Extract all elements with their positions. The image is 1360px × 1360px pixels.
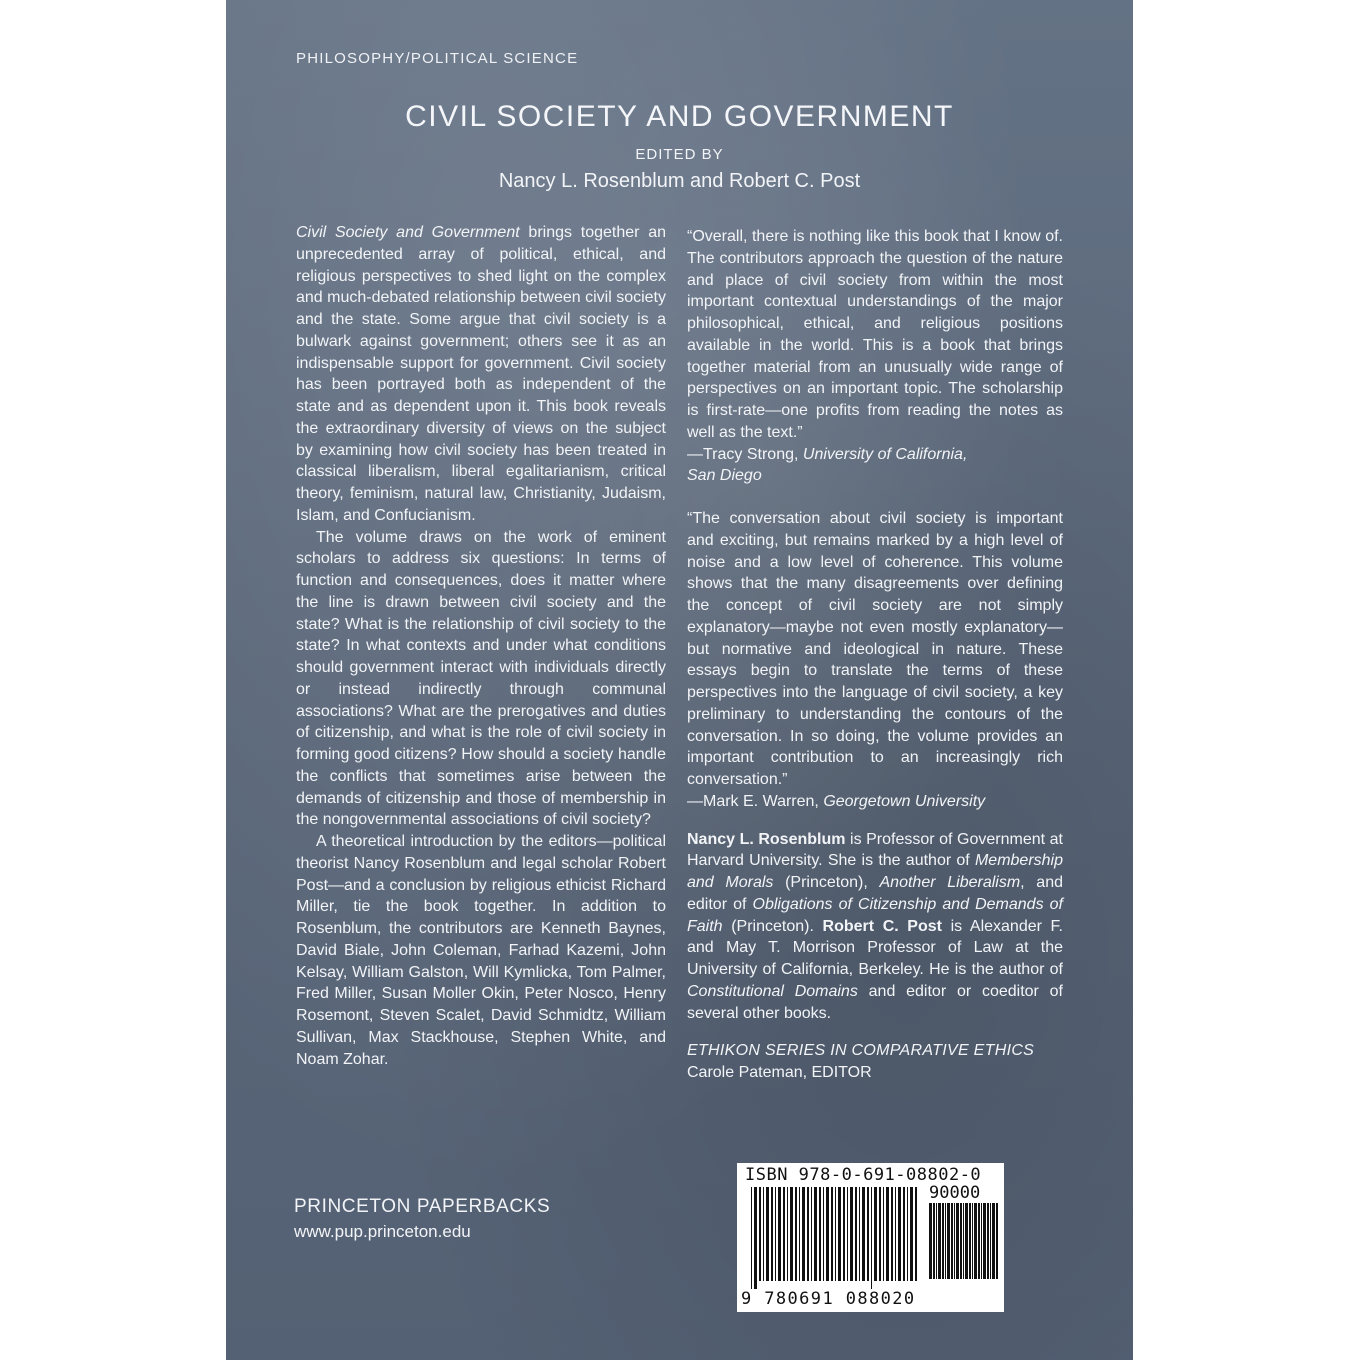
- barcode-bar: [981, 1203, 982, 1279]
- bio-text-4: (Princeton).: [722, 917, 823, 935]
- barcode-bar: [771, 1187, 773, 1281]
- barcode-bar: [942, 1203, 944, 1279]
- description-paragraph-1: [296, 222, 666, 527]
- reviewer-affiliation-1: University of California,: [802, 445, 968, 463]
- barcode-bar: [795, 1187, 797, 1281]
- isbn-label: ISBN 978-0-691-08802-0: [745, 1165, 982, 1185]
- barcode-bar: [787, 1187, 788, 1281]
- barcode-bar: [807, 1187, 809, 1281]
- barcode-bar: [783, 1187, 785, 1281]
- barcode-bar: [963, 1203, 964, 1279]
- barcode-bar: [862, 1187, 865, 1281]
- isbn-barcode: [737, 1163, 1004, 1312]
- reviewer-affiliation-2: Georgetown University: [823, 792, 986, 810]
- barcode-bar: [910, 1187, 913, 1281]
- bio-text-3: , and editor of: [687, 874, 1063, 913]
- barcode-bar: [960, 1203, 962, 1279]
- barcode-bar: [874, 1187, 877, 1281]
- bio-book-3: Obligations of Citizenship and Demands of Faith: [687, 895, 1063, 935]
- barcode-bar: [763, 1187, 764, 1281]
- publisher-website: www.pup.princeton.edu: [294, 1222, 471, 1241]
- barcode-bar: [898, 1187, 901, 1281]
- barcode-bar: [867, 1187, 869, 1281]
- barcode-bar: [895, 1187, 896, 1281]
- barcode-bar: [891, 1187, 893, 1281]
- barcode-bar: [954, 1203, 955, 1279]
- series-name: ETHIKON SERIES IN COMPARATIVE ETHICS: [687, 1042, 1035, 1060]
- barcode-bar: [972, 1203, 973, 1279]
- book-title-italic: Civil Society and Government: [296, 224, 520, 241]
- bio-text-2: (Princeton),: [773, 874, 880, 891]
- barcode-bar: [814, 1187, 817, 1281]
- review-attribution-1-cont: [687, 465, 1063, 487]
- bio-book-4: Constitutional Domains: [687, 982, 858, 1000]
- book-back-cover: [226, 0, 1133, 1360]
- bio-book-1: Membership and Morals: [687, 852, 1063, 891]
- reviews-column: [687, 226, 1063, 1084]
- barcode-bar: [983, 1203, 986, 1279]
- barcode-bar: [879, 1187, 881, 1281]
- reviewer-name-1: —Tracy Strong,: [687, 445, 803, 463]
- barcode-bar: [987, 1203, 989, 1279]
- barcode-bar: [933, 1203, 935, 1279]
- bio-text-6: and editor or coeditor of several other books.: [687, 982, 1064, 1022]
- barcode-bar: [956, 1203, 959, 1279]
- barcode-bar: [915, 1187, 917, 1281]
- description-paragraph-3: A theoretical introduction by the editors—political theorist Nancy Rosenblum and legal scholar Robert Post—and a conclusion by religious ethicist Richard Miller, tie the book together. In addition to Rosenblum, the contributors are Kenneth Baynes, David Biale, John Coleman, Farhad Kazemi, John Kelsay, William Galston, Will Kymlicka, Tom Palmer, Fred Miller, Susan Moller Okin, Peter Nosco, Henry Rosemont, Steven Scalet, David Schmidtz, William Sullivan, Max Stackhouse, Stephen White, and Noam Zohar.: [296, 833, 666, 1068]
- reviewer-name-2: —Mark E. Warren,: [687, 792, 824, 810]
- barcode-bar: [819, 1187, 821, 1281]
- barcode-bar: [790, 1187, 793, 1281]
- bio-name-2: Robert C. Post: [822, 917, 942, 935]
- barcode-bar: [751, 1187, 752, 1289]
- barcode-bar: [799, 1187, 800, 1281]
- barcode-bar: [945, 1203, 946, 1279]
- barcode-bar: [947, 1203, 950, 1279]
- barcode-bar: [823, 1187, 824, 1281]
- barcode-bar: [990, 1203, 991, 1279]
- barcode-bar: [847, 1187, 848, 1281]
- editors-names: Nancy L. Rosenblum and Robert C. Post: [498, 170, 861, 192]
- barcode-bar: [936, 1203, 937, 1279]
- barcode-digits: 9 780691 088020: [741, 1289, 916, 1309]
- barcode-bar: [969, 1203, 971, 1279]
- barcode-bar: [855, 1187, 857, 1281]
- publisher-name: PRINCETON PAPERBACKS: [294, 1196, 551, 1217]
- edited-by-label: EDITED BY: [635, 146, 724, 163]
- barcode-bar: [759, 1187, 761, 1281]
- review-attribution-2: [687, 791, 1063, 813]
- reviewer-affiliation-1-cont: San Diego: [687, 467, 762, 485]
- barcode-bar: [850, 1187, 853, 1281]
- barcode-bar: [907, 1187, 908, 1281]
- barcode-bar: [859, 1187, 860, 1281]
- barcode-bar: [831, 1187, 833, 1281]
- barcode-bar: [992, 1203, 995, 1279]
- description-column: [296, 222, 666, 1070]
- description-text-1: brings together an unprecedented array of political, ethical, and religious perspectives to shed light on the complex and much-debated relationship between civil society and the state. Some argue that civil society is a bulwark against government; others see it as an indispensable support for government. Civil society has been portrayed both as independent of the state and as dependent upon it. This book reveals the extraordinary diversity of views on the subject by examining how civil society has been treated in classical liberalism, liberal egalitarianism, critical theory, feminism, natural law, Christianity, Judaism, Islam, and Confucianism.: [296, 224, 667, 524]
- barcode-addon-code: 90000: [929, 1183, 981, 1203]
- bio-text-1: is Professor of Government at Harvard University. She is the author of: [687, 830, 1063, 870]
- bio-name-1: Nancy L. Rosenblum: [687, 830, 846, 848]
- barcode-bar: [965, 1203, 968, 1279]
- series-editor: Carole Pateman, EDITOR: [687, 1064, 872, 1081]
- barcode-bar: [951, 1203, 953, 1279]
- barcode-addon-bars: [929, 1203, 999, 1293]
- review-quote-1: “Overall, there is nothing like this book that I know of. The contributors approach the question of the nature and place of civil society from within the most important contextual understandings of the major philosophical, ethical, and religious positions available in the world. This is a book that brings together material from an unusually wide range of perspectives on an important topic. The scholarship is first-rate—one profits from reading the notes as well as the text.”: [687, 228, 1063, 441]
- barcode-bar: [883, 1187, 884, 1281]
- barcode-bar: [778, 1187, 781, 1281]
- review-attribution-1: [687, 444, 1063, 466]
- barcode-bar: [886, 1187, 889, 1281]
- barcode-bar: [802, 1187, 805, 1281]
- barcode-bar: [938, 1203, 941, 1279]
- barcode-bar: [996, 1203, 998, 1279]
- category-label: PHILOSOPHY/POLITICAL SCIENCE: [296, 50, 579, 67]
- bio-book-2: Another Liberalism: [879, 874, 1021, 891]
- barcode-bar: [838, 1187, 841, 1281]
- barcode-bar: [775, 1187, 776, 1281]
- barcode-bar: [766, 1187, 769, 1281]
- description-paragraph-2: The volume draws on the work of eminent scholars to address six questions: In terms of function and consequences, does it matter where the line is drawn between civil society and the state? What is the relationship of civil society to the state? In what contexts and under what conditions should government interact with individuals directly or instead indirectly through communal associations? What are the prerogatives and duties of citizenship, and what is the role of civil society in forming good citizens? How should a society handle the conflicts that sometimes arise between the demands of citizenship and those of membership in the nongovernmental associations of civil society?: [296, 528, 666, 829]
- barcode-bar: [929, 1203, 932, 1279]
- barcode-bars: [751, 1187, 921, 1289]
- editors-bio: [687, 829, 1063, 1025]
- book-title: CIVIL SOCIETY AND GOVERNMENT: [405, 100, 954, 133]
- review-quote-2: “The conversation about civil society is important and exciting, but remains marked by a high level of noise and a low level of coherence. This volume shows that the many disagreements over defining the concept of civil society are not simply explanatory—maybe not even mostly explanatory—but normative and ideological in nature. These essays begin to translate the terms of these perspectives into the language of civil society, a key preliminary to understanding the contours of the conversation. In so doing, the volume provides an important contribution to an increasingly rich conversation.”: [687, 510, 1063, 788]
- barcode-bar: [843, 1187, 845, 1281]
- barcode-bar: [811, 1187, 812, 1281]
- bio-text-5: is Alexander F. and May T. Morrison Professor of Law at the University of California, Berkeley. He is the author of: [687, 917, 1063, 978]
- barcode-bar: [835, 1187, 836, 1281]
- barcode-bar: [978, 1203, 980, 1279]
- barcode-bar: [826, 1187, 829, 1281]
- barcode-bar: [903, 1187, 905, 1281]
- barcode-bar: [974, 1203, 977, 1279]
- barcode-bar: [871, 1187, 872, 1289]
- barcode-bar: [754, 1187, 757, 1289]
